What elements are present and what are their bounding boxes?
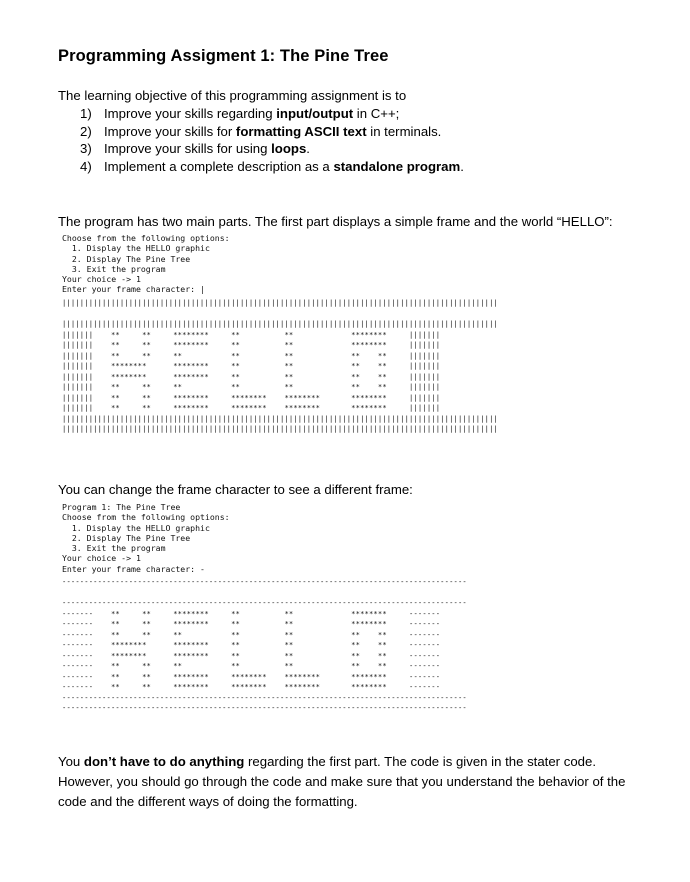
art-line: [62, 309, 498, 320]
part1-description: The program has two main parts. The first part displays a simple frame and the world “HELLO”:: [58, 214, 613, 229]
terminal-line: 3. Exit the program: [62, 263, 166, 274]
terminal-line: Enter your frame character: |: [62, 284, 205, 295]
objective-number: 2): [80, 123, 92, 139]
text-run: You: [58, 754, 84, 769]
terminal-line: 1. Display the HELLO graphic: [62, 522, 210, 533]
art-line: ||||||| ** ** ** ** ** ** ** |||||||: [62, 382, 441, 391]
art-line: -------------------------------------------------------------------------------------------: [62, 577, 467, 586]
art-line: ------- ** ** ******** ******** ******** ******** -------: [62, 682, 441, 691]
text-run: Improve your skills regarding: [104, 106, 277, 121]
art-line: ||||||| ** ** ******** ** ** ******** |||||||: [62, 329, 441, 339]
art-line: ------- ******** ******** ** ** ** ** -------: [62, 650, 441, 660]
objective-number: 3): [80, 141, 92, 156]
terminal-output-1: [62, 233, 230, 295]
art-line: ||||||| ******** ******** ** ** ** ** |||||||: [62, 371, 441, 381]
objective-item: [58, 158, 464, 176]
text-run: Implement a complete description as a: [104, 158, 334, 174]
text-run: .: [460, 158, 464, 174]
art-line: ------- ** ** ** ** ** ** ** -------: [62, 661, 441, 670]
hello-art-pipe-frame: [62, 298, 498, 435]
art-line: ||||||||||||||||||||||||||||||||||||||||||||||||||||||||||||||||||||||||||||||||||||||||||||||||||: [62, 413, 499, 423]
terminal-line: 1. Display the HELLO graphic: [62, 243, 210, 254]
part2-description: You can change the frame character to see a different frame:: [58, 482, 413, 497]
objective-item: [58, 105, 464, 123]
terminal-line: Program 1: The Pine Tree: [62, 502, 181, 512]
terminal-line: 3. Exit the program: [62, 543, 166, 554]
terminal-line: Choose from the following options:: [62, 512, 230, 523]
art-line: -------------------------------------------------------------------------------------------: [62, 703, 467, 712]
art-line: ------- ** ** ******** ******** ******** ******** -------: [62, 671, 441, 681]
art-line: ------- ** ** ******** ** ** ******** -------: [62, 619, 441, 628]
art-line: ||||||| ** ** ******** ******** ******** ******** |||||||: [62, 392, 441, 402]
bold-text: input/output: [276, 106, 354, 121]
art-line: -------------------------------------------------------------------------------------------: [62, 692, 467, 702]
text-run: in terminals.: [366, 123, 442, 139]
hello-art-dash-frame: [62, 577, 467, 714]
art-line: ||||||||||||||||||||||||||||||||||||||||||||||||||||||||||||||||||||||||||||||||||||||||||||||||||: [62, 424, 499, 433]
page-title: Programming Assigment 1: The Pine Tree: [58, 47, 389, 65]
terminal-line: Choose from the following options:: [62, 233, 230, 243]
terminal-line: Enter your frame character: -: [62, 563, 205, 574]
objective-number: 1): [80, 106, 92, 121]
text-run: regarding the first part. The code is given in the stater code. However, you should go through the code and make sure that you understand the behavior of the code and the different ways of doing the formatting.: [58, 754, 626, 809]
art-line: -------------------------------------------------------------------------------------------: [62, 598, 467, 607]
art-line: ||||||| ** ** ******** ******** ******** ******** |||||||: [62, 403, 441, 412]
art-line: ------- ** ** ** ** ** ** ** -------: [62, 629, 441, 639]
bold-text: formatting ASCII text: [235, 123, 367, 139]
objective-number: 4): [80, 158, 92, 174]
art-line: [62, 588, 467, 599]
objective-item: [58, 140, 464, 158]
art-line: ------- ******** ******** ** ** ** ** -------: [62, 640, 441, 649]
art-line: ||||||||||||||||||||||||||||||||||||||||||||||||||||||||||||||||||||||||||||||||||||||||||||||||||: [62, 298, 499, 307]
text-run: .: [306, 141, 310, 156]
terminal-output-2: [62, 502, 230, 574]
terminal-line: 2. Display The Pine Tree: [62, 532, 191, 543]
terminal-line: Your choice -> 1: [62, 274, 141, 285]
text-run: Improve your skills for: [104, 123, 236, 139]
bold-text: don’t have to do anything: [83, 754, 245, 769]
art-line: ||||||| ** ** ** ** ** ** ** |||||||: [62, 350, 441, 360]
art-line: ||||||||||||||||||||||||||||||||||||||||||||||||||||||||||||||||||||||||||||||||||||||||||||||||||: [62, 319, 499, 328]
closing-paragraph: [58, 752, 648, 812]
art-line: ||||||| ******** ******** ** ** ** ** |||||||: [62, 361, 441, 370]
text-run: in C++;: [353, 106, 400, 121]
objective-item: [58, 123, 464, 141]
art-line: ------- ** ** ******** ** ** ******** -------: [62, 608, 441, 618]
bold-text: standalone program: [333, 158, 461, 174]
terminal-line: 2. Display The Pine Tree: [62, 253, 191, 264]
text-run: Improve your skills for using: [104, 141, 272, 156]
bold-text: loops: [271, 141, 307, 156]
intro-text: The learning objective of this programming assignment is to: [58, 88, 407, 103]
objectives-list: [58, 105, 464, 175]
art-line: ||||||| ** ** ******** ** ** ******** |||||||: [62, 340, 441, 349]
terminal-line: Your choice -> 1: [62, 553, 141, 564]
